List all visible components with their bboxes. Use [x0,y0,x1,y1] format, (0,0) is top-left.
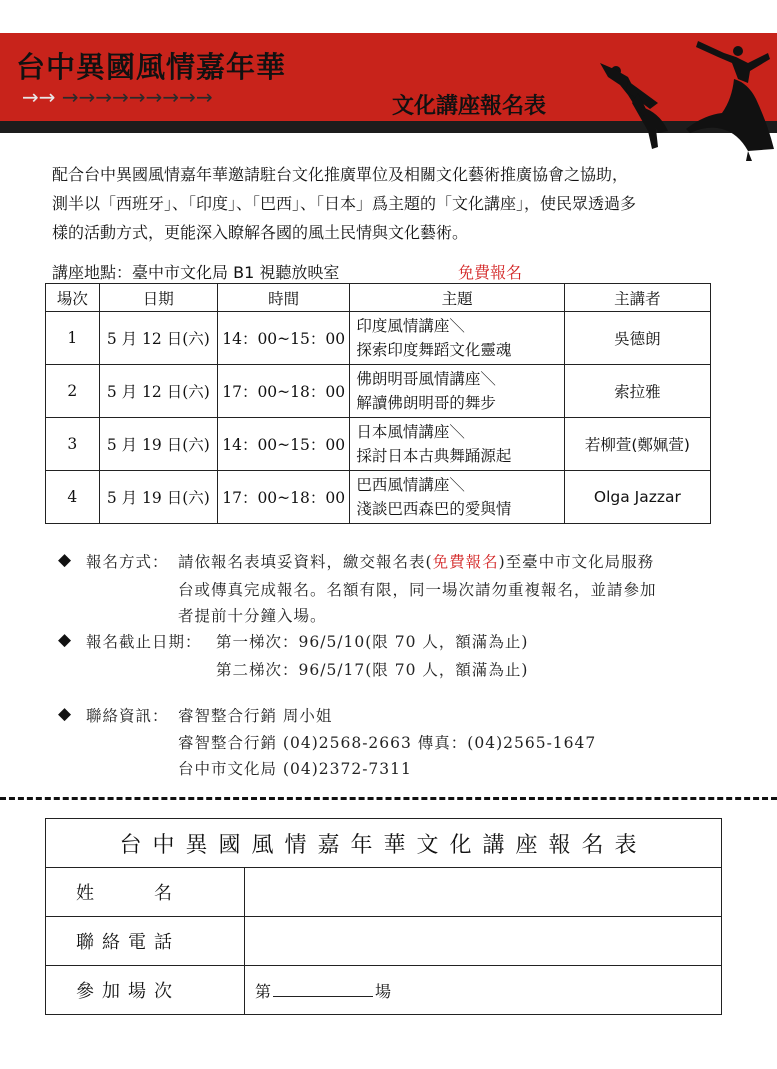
phone-field[interactable] [245,917,722,966]
banner-subtitle: 文化講座報名表 [392,94,547,119]
diamond-bullet-icon: ◆ [58,550,73,570]
deadline-line-1: 第一梯次：96/5/10(限 70 人，額滿為止) [216,633,529,651]
table-row [46,365,711,418]
session-time: 17：00~18：00 [217,365,349,418]
header-topic: 主題 [350,284,564,312]
topic-line-2: 探索印度舞蹈文化靈魂 [356,341,512,359]
method-line-1b: )至臺中市文化局服務 [498,553,655,571]
header-date: 日期 [99,284,217,312]
session-speaker: Olga Jazzar [564,471,710,524]
header-session: 場次 [46,284,100,312]
contact-line-3: 台中市文化局 (04)2372-7311 [178,760,412,778]
topic-line-2: 採討日本古典舞踊源起 [356,447,512,465]
registration-form [45,818,722,1015]
session-speaker: 若柳萱(鄭姵萱) [564,418,710,471]
topic-line-1: 日本風情講座＼ [356,423,465,441]
session-field [245,966,722,1015]
table-row [46,418,711,471]
session-number: 1 [46,312,100,365]
venue-text: 講座地點：臺中市文化局 B1 視聽放映室 [52,263,340,282]
session-speaker: 吳德朗 [564,312,710,365]
header-time: 時間 [217,284,349,312]
session-label: 參加場次 [46,966,245,1015]
method-line-2: 台或傳真完成報名。名額有限，同一場次請勿重複報名，並請參加 [178,581,657,599]
name-label: 姓名 [46,868,245,917]
diamond-bullet-icon: ◆ [58,704,73,724]
free-registration-label: 免費報名 [458,263,523,282]
session-date: 5 月 12 日(六) [99,312,217,365]
intro-paragraph [52,160,732,247]
banner-title: 台中異國風情嘉年華 [16,50,287,84]
session-number-blank[interactable] [273,982,373,997]
table-row [46,471,711,524]
session-time: 17：00~18：00 [217,471,349,524]
schedule-table [45,283,711,524]
contact-line-2: 睿智整合行銷 (04)2568-2663 傳真：(04)2565-1647 [178,734,597,752]
method-line-3: 者提前十分鐘入場。 [178,607,327,625]
session-topic [350,471,564,524]
session-date: 5 月 19 日(六) [99,418,217,471]
contact-label: 聯絡資訊： [86,707,169,725]
session-date: 5 月 12 日(六) [99,365,217,418]
session-number: 4 [46,471,100,524]
banner-arrows [22,85,213,109]
name-field[interactable] [245,868,722,917]
session-date: 5 月 19 日(六) [99,471,217,524]
cut-line-divider [0,797,777,800]
phone-label: 聯絡電話 [46,917,245,966]
topic-line-1: 印度風情講座＼ [356,317,465,335]
intro-line-1: 配合台中異國風情嘉年華邀請駐台文化推廣單位及相關文化藝術推廣協會之協助， [52,165,629,184]
session-time: 14：00~15：00 [217,418,349,471]
contact-line-1: 睿智整合行銷 周小姐 [178,707,333,725]
form-title: 台中異國風情嘉年華文化講座報名表 [46,819,722,868]
topic-line-1: 巴西風情講座＼ [356,476,465,494]
session-topic [350,418,564,471]
diamond-bullet-icon: ◆ [58,630,73,650]
method-line-1a: 請依報名表填妥資料，繳交報名表( [178,553,433,571]
header-speaker: 主講者 [564,284,710,312]
intro-line-2: 測半以「西班牙」、「印度」、「巴西」、「日本」爲主題的「文化講座」，使民眾透過多 [52,194,637,213]
arrows-light: →→ [22,85,56,109]
schedule-header-row [46,284,711,312]
deadline-label: 報名截止日期： [86,633,202,651]
session-time: 14：00~15：00 [217,312,349,365]
topic-line-1: 佛朗明哥風情講座＼ [356,370,496,388]
session-topic [350,365,564,418]
session-suffix: 場 [375,981,392,1001]
table-row [46,312,711,365]
topic-line-2: 解讀佛朗明哥的舞步 [356,394,496,412]
method-label: 報名方式： [86,553,169,571]
header-banner [0,33,777,133]
dancer-silhouette-icon [598,33,777,161]
session-topic [350,312,564,365]
arrows-dark: →→→→→→→→→ [61,85,213,109]
session-number: 3 [46,418,100,471]
topic-line-2: 淺談巴西森巴的愛與情 [356,500,512,518]
session-speaker: 索拉雅 [564,365,710,418]
method-free-text: 免費報名 [432,553,499,571]
method-line-1 [178,550,654,572]
session-prefix: 第 [255,981,272,1001]
intro-line-3: 樣的活動方式，更能深入瞭解各國的風土民情與文化藝術。 [52,223,469,242]
deadline-line-2: 第二梯次：96/5/17(限 70 人，額滿為止) [216,661,529,679]
session-number: 2 [46,365,100,418]
